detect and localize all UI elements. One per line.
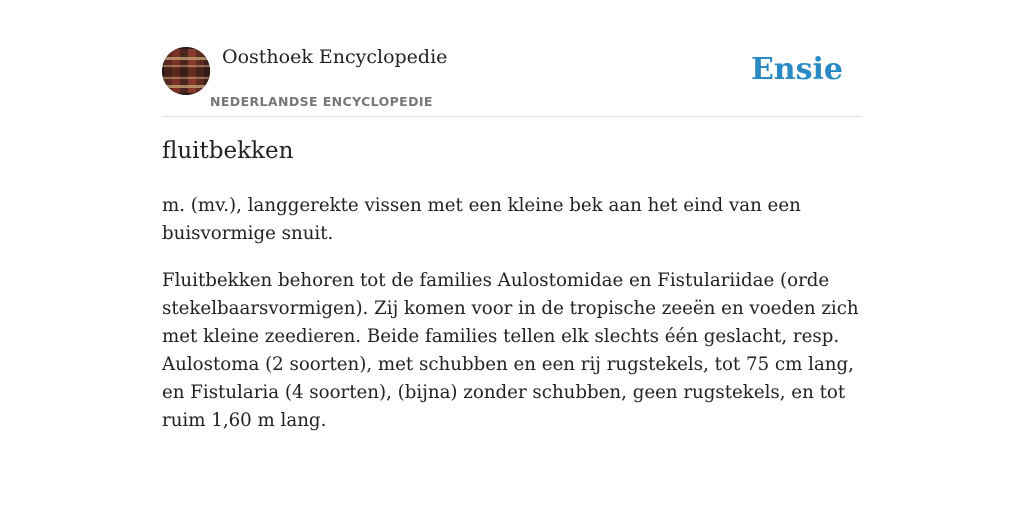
source-title[interactable]: Oosthoek Encyclopedie: [222, 46, 448, 68]
brand-logo-link[interactable]: Ensie: [750, 52, 843, 87]
source-subtitle: NEDERLANDSE ENCYCLOPEDIE: [210, 94, 433, 109]
site-header: [162, 46, 862, 117]
entry-term: fluitbekken: [162, 138, 294, 164]
book-spines-icon[interactable]: [162, 47, 210, 95]
definition-paragraph: m. (mv.), langgerekte vissen met een kleine bek aan het eind van een buisvormige snuit.: [162, 195, 801, 244]
definition-paragraph: Fluitbekken behoren tot de families Aulostomidae en Fistulariidae (orde stekelbaarsvormigen). Zij komen voor in de tropische zeeën en voeden zich met kleine zeedieren. Beide families tellen elk slechts één geslacht, resp. Aulostoma (2 soorten), met schubben en een rij rugstekels, tot 75 cm lang, en Fistularia (4 soorten), (bijna) zonder schubben, geen rugstekels, en tot ruim 1,60 m lang.: [162, 270, 859, 431]
